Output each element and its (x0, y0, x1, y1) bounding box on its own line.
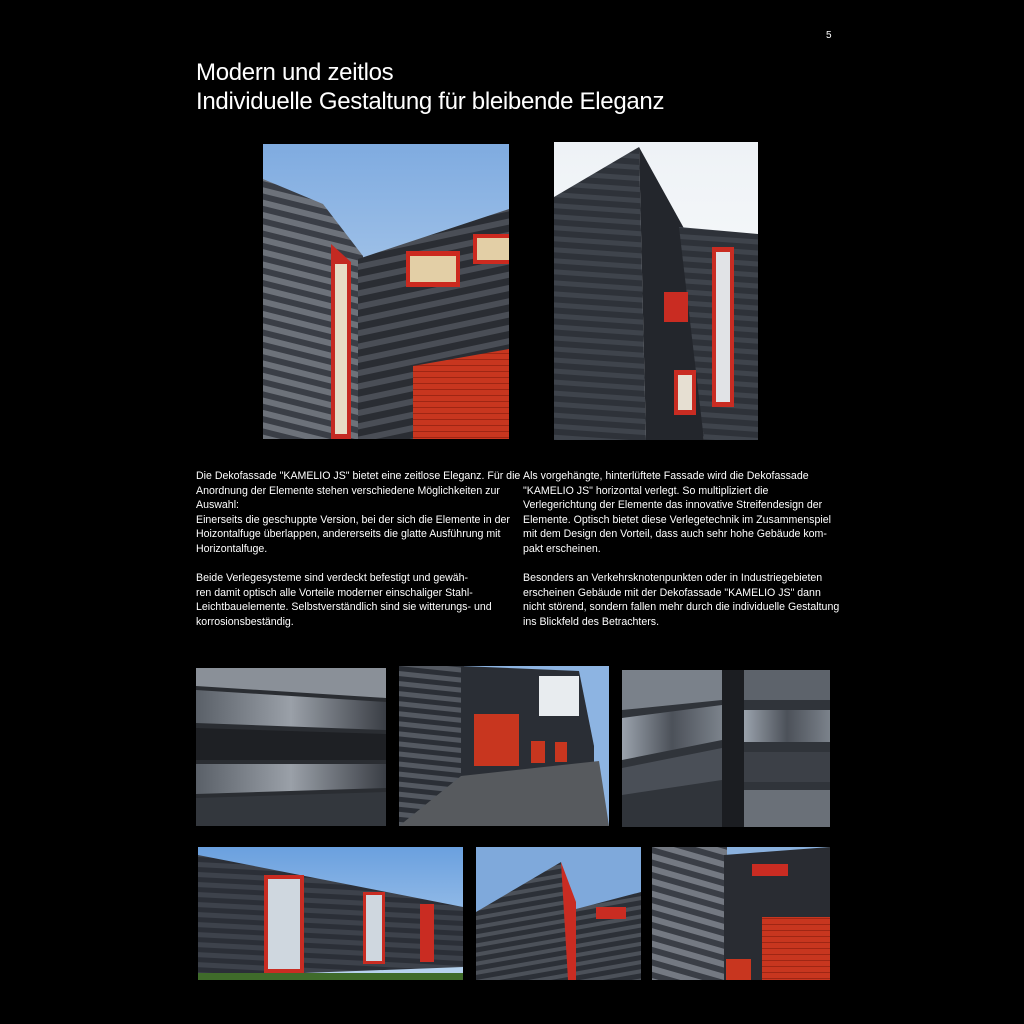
text-line: ins Blickfeld des Betrachters. (523, 615, 660, 628)
photo-panel-closeup-left (196, 668, 386, 826)
text-line: ren damit optisch alle Vorteile moderner einschaliger Stahl- (196, 586, 473, 599)
text-line: Die Dekofassade "KAMELIO JS" bietet eine zeitlose Eleganz. Für die (196, 470, 521, 482)
text-line: Elemente. Optisch bietet diese Verlegetechnik im Zusammenspiel (523, 513, 831, 526)
text-line: Als vorgehängte, hinterlüftete Fassade wird die Dekofassade (523, 470, 809, 482)
text-column-right (523, 469, 839, 644)
text-line: korrosionsbeständig. (196, 615, 294, 628)
photo-building-corner-small (476, 847, 641, 980)
photo-facade-red-windows (263, 144, 509, 439)
text-line: Einerseits die geschuppte Version, bei der sich die Elemente in der (196, 513, 510, 526)
text-line: "KAMELIO JS" horizontal verlegt. So multipliziert die (523, 484, 769, 497)
photo-tall-building-corner (554, 142, 758, 440)
text-line: Horizontalfuge. (196, 542, 268, 555)
text-line: Beide Verlegesysteme sind verdeckt befestigt und gewäh- (196, 572, 469, 585)
text-line: erscheinen Gebäude mit der Dekofassade "KAMELIO JS" dann (523, 586, 821, 599)
text-line: Auswahl: (196, 499, 239, 512)
text-line: Verlegerichtung der Elemente das innovative Streifendesign der (523, 499, 823, 512)
photo-panel-closeup-right (622, 670, 830, 827)
paragraph (523, 571, 839, 629)
paragraph (196, 469, 520, 557)
title-line-2: Individuelle Gestaltung für bleibende Eleganz (196, 88, 665, 115)
photo-long-hall-red-windows (198, 847, 463, 980)
title-line-1: Modern und zeitlos (196, 59, 394, 86)
text-line: Besonders an Verkehrsknotenpunkten oder in Industriegebieten (523, 572, 823, 585)
paragraph (196, 571, 520, 629)
text-column-left (196, 469, 520, 644)
photo-hall-with-red-doors (399, 666, 609, 826)
page-number: 5 (826, 30, 832, 41)
text-line: Anordnung der Elemente stehen verschiedene Möglichkeiten zur (196, 484, 500, 497)
photo-facade-roller-door (652, 847, 830, 980)
paragraph (523, 469, 839, 557)
page-title (196, 58, 836, 116)
text-line: Hoizontalfuge überlappen, andererseits die glatte Ausführung mit (196, 528, 501, 541)
text-line: nicht störend, sondern fallen mehr durch die individuelle Gestaltung (523, 601, 840, 614)
text-line: Leichtbauelemente. Selbstverständlich sind sie witterungs- und (196, 601, 492, 614)
text-line: mit dem Design den Vorteil, dass auch sehr hohe Gebäude kom- (523, 528, 827, 541)
text-line: pakt erscheinen. (523, 542, 601, 555)
